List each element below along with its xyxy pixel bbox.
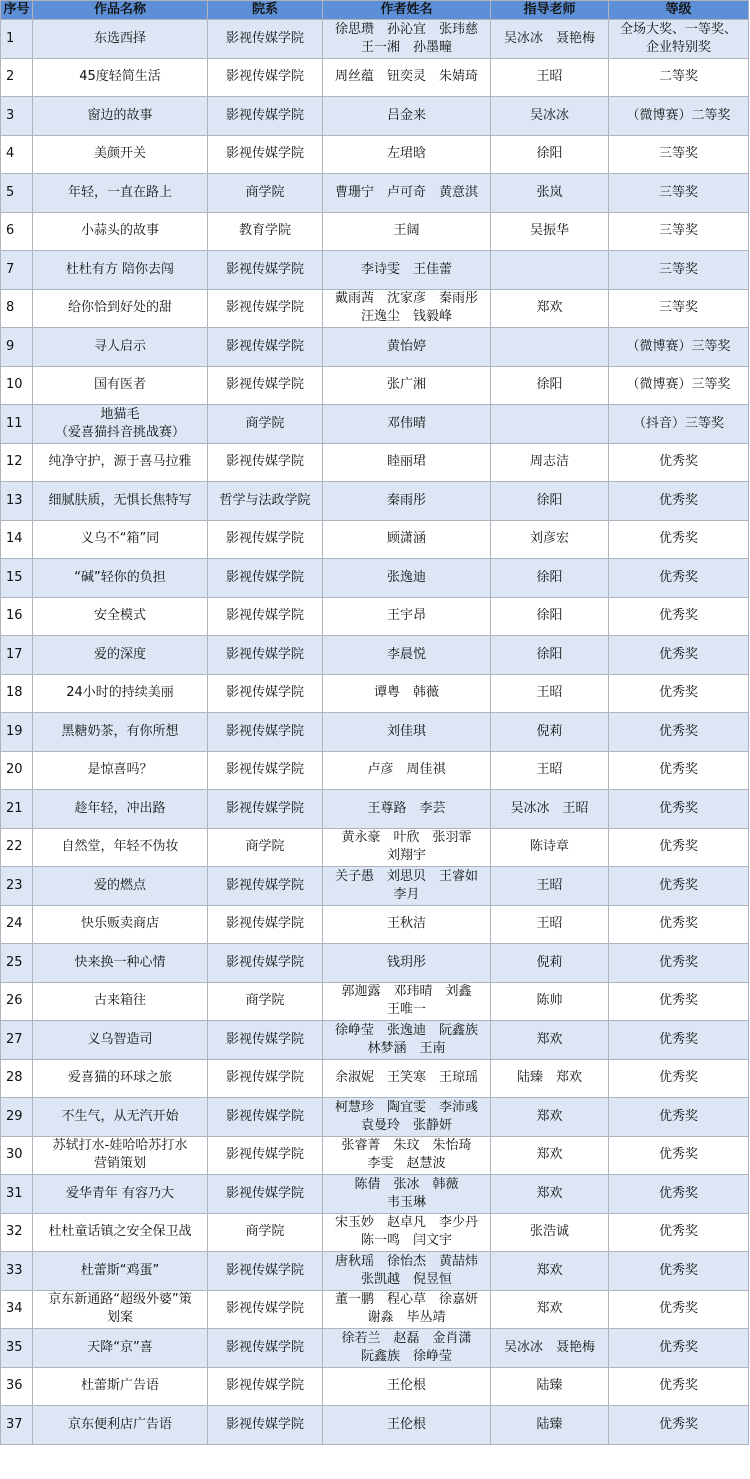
table-row <box>1 366 749 405</box>
table-row <box>1 20 749 59</box>
cell-dept: 影视传媒学院 <box>208 58 323 97</box>
cell-authors: 卢彦 周佳祺 <box>323 751 491 790</box>
cell-grade: 优秀奖 <box>609 713 749 752</box>
table-row <box>1 1213 749 1252</box>
cell-title: 快来换一种心情 <box>33 944 208 983</box>
cell-no: 17 <box>1 636 33 675</box>
cell-no: 4 <box>1 135 33 174</box>
cell-grade: 优秀奖 <box>609 1136 749 1175</box>
cell-title: “碱”轻你的负担 <box>33 559 208 598</box>
cell-title: 京东便利店广告语 <box>33 1406 208 1445</box>
cell-authors: 顾潇涵 <box>323 520 491 559</box>
cell-authors: 董一鹏 程心草 徐嘉妍 谢淼 毕丛靖 <box>323 1290 491 1329</box>
cell-no: 11 <box>1 405 33 444</box>
cell-title: 安全模式 <box>33 597 208 636</box>
cell-title: 爱华青年 有容乃大 <box>33 1175 208 1214</box>
cell-no: 2 <box>1 58 33 97</box>
cell-advisor: 郑欢 <box>491 1098 609 1137</box>
cell-dept: 影视传媒学院 <box>208 1367 323 1406</box>
header-no: 序号 <box>1 1 33 20</box>
cell-advisor: 吴冰冰 王昭 <box>491 790 609 829</box>
cell-grade: 优秀奖 <box>609 482 749 521</box>
cell-authors: 王秋洁 <box>323 905 491 944</box>
cell-authors: 左珺晗 <box>323 135 491 174</box>
cell-advisor: 陆臻 <box>491 1406 609 1445</box>
cell-no: 15 <box>1 559 33 598</box>
cell-authors: 余淑妮 王笑寒 王琼瑶 <box>323 1059 491 1098</box>
cell-advisor: 王昭 <box>491 674 609 713</box>
cell-grade: 优秀奖 <box>609 1175 749 1214</box>
cell-grade: 优秀奖 <box>609 828 749 867</box>
cell-advisor: 吴冰冰 <box>491 97 609 136</box>
cell-advisor: 郑欢 <box>491 289 609 328</box>
cell-grade: 三等奖 <box>609 174 749 213</box>
cell-grade: 三等奖 <box>609 135 749 174</box>
cell-advisor: 张浩诚 <box>491 1213 609 1252</box>
cell-no: 34 <box>1 1290 33 1329</box>
cell-dept: 商学院 <box>208 982 323 1021</box>
cell-advisor: 徐阳 <box>491 482 609 521</box>
cell-dept: 影视传媒学院 <box>208 1290 323 1329</box>
cell-no: 5 <box>1 174 33 213</box>
cell-dept: 影视传媒学院 <box>208 443 323 482</box>
cell-title: 杜蕾斯广告语 <box>33 1367 208 1406</box>
cell-advisor: 郑欢 <box>491 1175 609 1214</box>
cell-no: 16 <box>1 597 33 636</box>
cell-no: 36 <box>1 1367 33 1406</box>
cell-title: 不生气，从无汽开始 <box>33 1098 208 1137</box>
header-title: 作品名称 <box>33 1 208 20</box>
cell-title: 地猫毛 （爱喜猫抖音挑战赛） <box>33 405 208 444</box>
header-advisor: 指导老师 <box>491 1 609 20</box>
table-row <box>1 790 749 829</box>
cell-authors: 陈倩 张冰 韩薇 韦玉琳 <box>323 1175 491 1214</box>
cell-grade: 优秀奖 <box>609 1252 749 1291</box>
cell-dept: 商学院 <box>208 405 323 444</box>
cell-authors: 黄永豪 叶欣 张羽霏 刘翔宇 <box>323 828 491 867</box>
cell-title: 东选西择 <box>33 20 208 59</box>
cell-dept: 影视传媒学院 <box>208 135 323 174</box>
table-row <box>1 636 749 675</box>
cell-no: 14 <box>1 520 33 559</box>
cell-grade: 优秀奖 <box>609 982 749 1021</box>
table-row <box>1 1252 749 1291</box>
cell-authors: 王伦根 <box>323 1367 491 1406</box>
cell-advisor: 王昭 <box>491 867 609 906</box>
cell-dept: 影视传媒学院 <box>208 559 323 598</box>
cell-advisor: 徐阳 <box>491 135 609 174</box>
cell-dept: 影视传媒学院 <box>208 790 323 829</box>
cell-advisor: 陆臻 郑欢 <box>491 1059 609 1098</box>
cell-advisor: 陈诗章 <box>491 828 609 867</box>
cell-title: 爱的深度 <box>33 636 208 675</box>
cell-title: 年轻，一直在路上 <box>33 174 208 213</box>
cell-title: 给你恰到好处的甜 <box>33 289 208 328</box>
cell-dept: 影视传媒学院 <box>208 1329 323 1368</box>
cell-advisor <box>491 251 609 290</box>
cell-no: 24 <box>1 905 33 944</box>
cell-advisor: 吴振华 <box>491 212 609 251</box>
cell-no: 8 <box>1 289 33 328</box>
table-row <box>1 828 749 867</box>
cell-no: 30 <box>1 1136 33 1175</box>
cell-grade: 二等奖 <box>609 58 749 97</box>
cell-advisor: 倪莉 <box>491 713 609 752</box>
cell-grade: 优秀奖 <box>609 520 749 559</box>
cell-grade: 优秀奖 <box>609 1213 749 1252</box>
table-row <box>1 597 749 636</box>
table-row <box>1 135 749 174</box>
cell-advisor: 吴冰冰 聂艳梅 <box>491 1329 609 1368</box>
cell-dept: 影视传媒学院 <box>208 713 323 752</box>
cell-no: 9 <box>1 328 33 367</box>
cell-dept: 影视传媒学院 <box>208 366 323 405</box>
cell-grade: 优秀奖 <box>609 1098 749 1137</box>
cell-no: 27 <box>1 1021 33 1060</box>
cell-dept: 影视传媒学院 <box>208 20 323 59</box>
cell-title: 细腻肤质，无惧长焦特写 <box>33 482 208 521</box>
cell-advisor: 倪莉 <box>491 944 609 983</box>
cell-dept: 影视传媒学院 <box>208 597 323 636</box>
cell-advisor: 王昭 <box>491 58 609 97</box>
cell-grade: （微博赛）三等奖 <box>609 366 749 405</box>
cell-title: 杜杜有方 陪你去闯 <box>33 251 208 290</box>
cell-advisor: 陈帅 <box>491 982 609 1021</box>
cell-title: 苏轼打水-娃哈哈苏打水 营销策划 <box>33 1136 208 1175</box>
cell-title: 趁年轻，冲出路 <box>33 790 208 829</box>
table-row <box>1 58 749 97</box>
cell-authors: 唐秋瑶 徐怡杰 黄喆炜 张凯越 倪昱恒 <box>323 1252 491 1291</box>
cell-no: 19 <box>1 713 33 752</box>
cell-advisor: 徐阳 <box>491 559 609 598</box>
cell-authors: 徐若兰 赵磊 金肖潇 阮鑫族 徐峥莹 <box>323 1329 491 1368</box>
cell-dept: 商学院 <box>208 174 323 213</box>
cell-no: 13 <box>1 482 33 521</box>
cell-no: 7 <box>1 251 33 290</box>
cell-authors: 睦丽珺 <box>323 443 491 482</box>
cell-authors: 王宇昂 <box>323 597 491 636</box>
cell-dept: 影视传媒学院 <box>208 867 323 906</box>
header-authors: 作者姓名 <box>323 1 491 20</box>
cell-no: 23 <box>1 867 33 906</box>
cell-authors: 黄怡婷 <box>323 328 491 367</box>
cell-no: 32 <box>1 1213 33 1252</box>
cell-grade: 三等奖 <box>609 289 749 328</box>
cell-authors: 李诗雯 王佳蕾 <box>323 251 491 290</box>
cell-authors: 戴雨茜 沈家彦 秦雨彤 汪逸尘 钱毅峰 <box>323 289 491 328</box>
cell-grade: 优秀奖 <box>609 1290 749 1329</box>
table-row <box>1 251 749 290</box>
table-row <box>1 1175 749 1214</box>
cell-grade: 优秀奖 <box>609 905 749 944</box>
cell-dept: 影视传媒学院 <box>208 944 323 983</box>
table-row <box>1 1329 749 1368</box>
cell-dept: 影视传媒学院 <box>208 905 323 944</box>
cell-authors: 宋玉妙 赵卓凡 李少丹 陈一鸣 闫文宇 <box>323 1213 491 1252</box>
cell-dept: 影视传媒学院 <box>208 636 323 675</box>
cell-title: 是惊喜吗？ <box>33 751 208 790</box>
table-row <box>1 174 749 213</box>
cell-grade: 优秀奖 <box>609 944 749 983</box>
cell-no: 3 <box>1 97 33 136</box>
cell-dept: 影视传媒学院 <box>208 751 323 790</box>
cell-authors: 秦雨彤 <box>323 482 491 521</box>
cell-authors: 张睿菁 朱玟 朱怡琦 李雯 赵慧波 <box>323 1136 491 1175</box>
cell-authors: 柯慧珍 陶宜雯 李沛彧 袁曼玲 张静妍 <box>323 1098 491 1137</box>
cell-grade: （微博赛）二等奖 <box>609 97 749 136</box>
cell-grade: 优秀奖 <box>609 1406 749 1445</box>
table-row <box>1 559 749 598</box>
cell-grade: 优秀奖 <box>609 1329 749 1368</box>
cell-no: 31 <box>1 1175 33 1214</box>
cell-no: 25 <box>1 944 33 983</box>
cell-advisor: 张岚 <box>491 174 609 213</box>
cell-title: 美颜开关 <box>33 135 208 174</box>
cell-dept: 教育学院 <box>208 212 323 251</box>
cell-title: 爱的燃点 <box>33 867 208 906</box>
cell-authors: 刘佳琪 <box>323 713 491 752</box>
cell-advisor <box>491 405 609 444</box>
cell-advisor: 陆臻 <box>491 1367 609 1406</box>
cell-authors: 邓伟晴 <box>323 405 491 444</box>
cell-authors: 郭迦露 邓玮晴 刘鑫 王唯一 <box>323 982 491 1021</box>
cell-dept: 影视传媒学院 <box>208 251 323 290</box>
table-row <box>1 1406 749 1445</box>
cell-dept: 影视传媒学院 <box>208 1136 323 1175</box>
cell-advisor: 徐阳 <box>491 636 609 675</box>
cell-authors: 谭粤 韩薇 <box>323 674 491 713</box>
cell-title: 义乌智造司 <box>33 1021 208 1060</box>
header-row <box>1 1 749 20</box>
cell-title: 杜蕾斯“鸡蛋” <box>33 1252 208 1291</box>
cell-dept: 影视传媒学院 <box>208 1059 323 1098</box>
table-row <box>1 1021 749 1060</box>
cell-no: 29 <box>1 1098 33 1137</box>
table-row <box>1 405 749 444</box>
cell-no: 28 <box>1 1059 33 1098</box>
header-dept: 院系 <box>208 1 323 20</box>
cell-advisor: 郑欢 <box>491 1136 609 1175</box>
cell-advisor: 王昭 <box>491 905 609 944</box>
cell-authors: 徐峥莹 张逸迪 阮鑫族 林梦涵 王南 <box>323 1021 491 1060</box>
cell-title: 杜杜童话镇之安全保卫战 <box>33 1213 208 1252</box>
cell-grade: 优秀奖 <box>609 867 749 906</box>
cell-advisor: 王昭 <box>491 751 609 790</box>
cell-advisor: 周志洁 <box>491 443 609 482</box>
cell-title: 24小时的持续美丽 <box>33 674 208 713</box>
cell-grade: 全场大奖、一等奖、 企业特别奖 <box>609 20 749 59</box>
cell-grade: （微博赛）三等奖 <box>609 328 749 367</box>
cell-dept: 影视传媒学院 <box>208 97 323 136</box>
cell-dept: 影视传媒学院 <box>208 1175 323 1214</box>
table-row <box>1 1136 749 1175</box>
cell-no: 12 <box>1 443 33 482</box>
cell-authors: 张逸迪 <box>323 559 491 598</box>
table-row <box>1 328 749 367</box>
table-row <box>1 674 749 713</box>
cell-title: 爱喜猫的环球之旅 <box>33 1059 208 1098</box>
cell-dept: 影视传媒学院 <box>208 1021 323 1060</box>
table-row <box>1 212 749 251</box>
cell-no: 20 <box>1 751 33 790</box>
table-row <box>1 1290 749 1329</box>
cell-authors: 周丝蕴 钮奕灵 朱婧琦 <box>323 58 491 97</box>
cell-no: 22 <box>1 828 33 867</box>
cell-no: 37 <box>1 1406 33 1445</box>
cell-authors: 吕金来 <box>323 97 491 136</box>
cell-grade: 优秀奖 <box>609 443 749 482</box>
cell-no: 33 <box>1 1252 33 1291</box>
cell-dept: 影视传媒学院 <box>208 1252 323 1291</box>
cell-title: 义乌不“箱”同 <box>33 520 208 559</box>
cell-grade: 优秀奖 <box>609 1021 749 1060</box>
cell-dept: 影视传媒学院 <box>208 328 323 367</box>
table-row <box>1 944 749 983</box>
table-row <box>1 713 749 752</box>
cell-grade: 优秀奖 <box>609 1367 749 1406</box>
cell-grade: 优秀奖 <box>609 636 749 675</box>
table-row <box>1 97 749 136</box>
cell-grade: 优秀奖 <box>609 559 749 598</box>
cell-dept: 影视传媒学院 <box>208 1406 323 1445</box>
table-row <box>1 289 749 328</box>
cell-no: 10 <box>1 366 33 405</box>
cell-authors: 李晨悦 <box>323 636 491 675</box>
cell-advisor: 郑欢 <box>491 1290 609 1329</box>
cell-dept: 商学院 <box>208 828 323 867</box>
cell-grade: 优秀奖 <box>609 790 749 829</box>
cell-title: 寻人启示 <box>33 328 208 367</box>
table-row <box>1 482 749 521</box>
cell-no: 1 <box>1 20 33 59</box>
cell-advisor: 徐阳 <box>491 366 609 405</box>
cell-no: 35 <box>1 1329 33 1368</box>
table-row <box>1 520 749 559</box>
table-row <box>1 1059 749 1098</box>
cell-authors: 王伦根 <box>323 1406 491 1445</box>
cell-authors: 王尊路 李芸 <box>323 790 491 829</box>
cell-authors: 曹珊宁 卢可奇 黄意淇 <box>323 174 491 213</box>
cell-authors: 徐思瓒 孙沁宜 张玮慈 王一湘 孙墨疃 <box>323 20 491 59</box>
cell-grade: 优秀奖 <box>609 751 749 790</box>
cell-title: 纯净守护，源于喜马拉雅 <box>33 443 208 482</box>
cell-dept: 影视传媒学院 <box>208 674 323 713</box>
cell-title: 国有医者 <box>33 366 208 405</box>
cell-title: 窗边的故事 <box>33 97 208 136</box>
cell-dept: 商学院 <box>208 1213 323 1252</box>
cell-title: 黑糖奶茶，有你所想 <box>33 713 208 752</box>
cell-dept: 影视传媒学院 <box>208 520 323 559</box>
table-row <box>1 1098 749 1137</box>
cell-dept: 影视传媒学院 <box>208 1098 323 1137</box>
table-row <box>1 982 749 1021</box>
cell-no: 6 <box>1 212 33 251</box>
cell-dept: 影视传媒学院 <box>208 289 323 328</box>
cell-authors: 张广湘 <box>323 366 491 405</box>
cell-advisor: 徐阳 <box>491 597 609 636</box>
cell-title: 小蒜头的故事 <box>33 212 208 251</box>
cell-grade: 优秀奖 <box>609 1059 749 1098</box>
cell-title: 京东新通路“超级外婆”策 划案 <box>33 1290 208 1329</box>
cell-authors: 王阔 <box>323 212 491 251</box>
table-row <box>1 1367 749 1406</box>
cell-grade: 三等奖 <box>609 212 749 251</box>
cell-grade: 优秀奖 <box>609 597 749 636</box>
cell-no: 26 <box>1 982 33 1021</box>
cell-advisor: 郑欢 <box>491 1021 609 1060</box>
table-body <box>1 20 749 1445</box>
cell-title: 自然堂，年轻不伪妆 <box>33 828 208 867</box>
cell-advisor: 刘彦宏 <box>491 520 609 559</box>
cell-title: 快乐贩卖商店 <box>33 905 208 944</box>
table-row <box>1 905 749 944</box>
cell-advisor: 郑欢 <box>491 1252 609 1291</box>
cell-title: 天降“京”喜 <box>33 1329 208 1368</box>
cell-grade: 优秀奖 <box>609 674 749 713</box>
header-grade: 等级 <box>609 1 749 20</box>
table-row <box>1 443 749 482</box>
cell-dept: 哲学与法政学院 <box>208 482 323 521</box>
cell-advisor <box>491 328 609 367</box>
cell-authors: 关子愚 刘思贝 王睿如 李月 <box>323 867 491 906</box>
cell-authors: 钱玥彤 <box>323 944 491 983</box>
cell-advisor: 吴冰冰 聂艳梅 <box>491 20 609 59</box>
table-row <box>1 751 749 790</box>
cell-title: 45度轻简生活 <box>33 58 208 97</box>
cell-no: 18 <box>1 674 33 713</box>
cell-grade: （抖音）三等奖 <box>609 405 749 444</box>
cell-no: 21 <box>1 790 33 829</box>
table-row <box>1 867 749 906</box>
cell-grade: 三等奖 <box>609 251 749 290</box>
cell-title: 古来箱往 <box>33 982 208 1021</box>
